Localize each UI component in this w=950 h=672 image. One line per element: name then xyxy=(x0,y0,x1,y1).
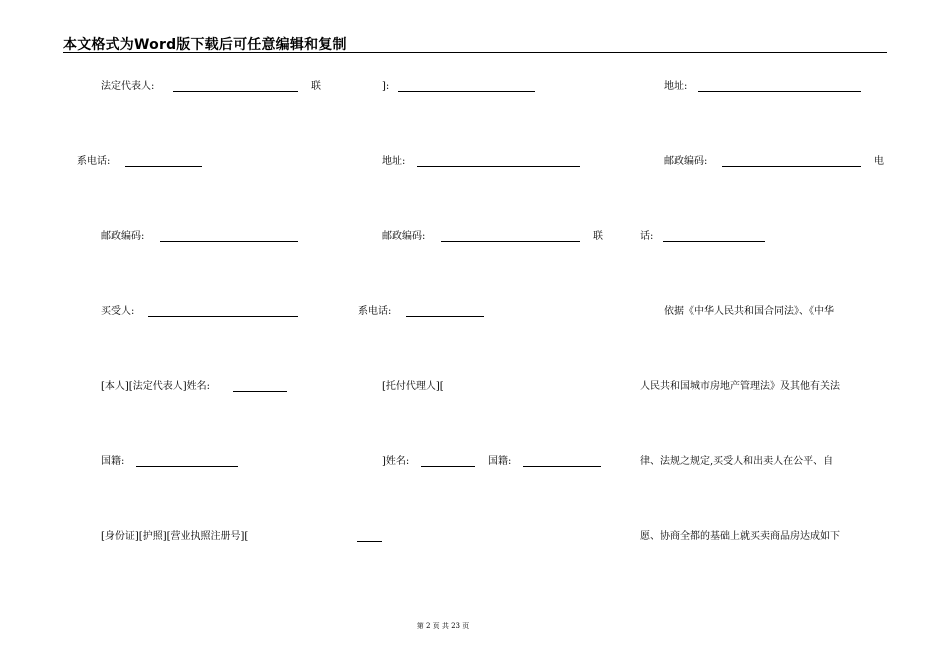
postal-blank-1 xyxy=(722,166,861,167)
id-docs-label: [身份证][护照][营业执照注册号][ xyxy=(101,531,249,542)
agent-label: [托付代理人][ xyxy=(382,381,444,392)
postal-blank-2 xyxy=(160,241,298,242)
phone-blank-2 xyxy=(663,241,765,242)
lian-text-2: 联 xyxy=(593,231,603,242)
basis-text-2: 人民共和国城市房地产管理法》及其他有关法 xyxy=(640,381,840,392)
postal-label-3: 邮政编码: xyxy=(382,231,426,242)
bracket-colon-text: ]: xyxy=(382,81,390,92)
bracket-blank xyxy=(398,91,535,92)
address-blank-1 xyxy=(698,91,861,92)
postal-blank-3 xyxy=(441,241,580,242)
nationality-label-2: 国籍: xyxy=(488,456,512,467)
address-label-2: 地址: xyxy=(382,156,406,167)
page-footer: 第 2 页 共 23 页 xyxy=(416,622,470,630)
dian-text: 电 xyxy=(874,156,884,167)
person-legal-label: [本人][法定代表人]姓名: xyxy=(101,381,210,392)
address-label-1: 地址: xyxy=(664,81,688,92)
nationality-blank-1 xyxy=(136,466,238,467)
nationality-blank-2 xyxy=(523,466,601,467)
basis-text-1: 依据《中华人民共和国合同法》、《中华 xyxy=(664,306,834,317)
header-divider xyxy=(63,52,887,53)
phone-blank-1 xyxy=(125,166,202,167)
postal-label-1: 邮政编码: xyxy=(664,156,708,167)
phone-label-2: 系电话: xyxy=(358,306,392,317)
nationality-label-1: 国籍: xyxy=(101,456,125,467)
hua-text: 话: xyxy=(640,231,654,242)
postal-label-2: 邮政编码: xyxy=(101,231,145,242)
name-label-2: ]姓名: xyxy=(382,456,410,467)
id-number-blank xyxy=(357,541,382,542)
lian-text: 联 xyxy=(311,81,321,92)
buyer-blank xyxy=(148,316,298,317)
phone-blank-3 xyxy=(406,316,484,317)
buyer-label: 买受人: xyxy=(101,306,135,317)
basis-text-3: 律、法规之规定,买受人和出卖人在公平、自 xyxy=(640,456,834,467)
document-header-title: 本文格式为Word版下载后可任意编辑和复制 xyxy=(63,37,347,53)
legal-rep-blank xyxy=(173,91,298,92)
legal-rep-label: 法定代表人: xyxy=(101,81,155,92)
person-name-blank xyxy=(233,391,287,392)
name-blank-2 xyxy=(421,466,475,467)
address-blank-2 xyxy=(417,166,580,167)
phone-label-1: 系电话: xyxy=(77,156,111,167)
basis-text-4: 愿、协商全都的基础上就买卖商品房达成如下 xyxy=(640,531,840,542)
